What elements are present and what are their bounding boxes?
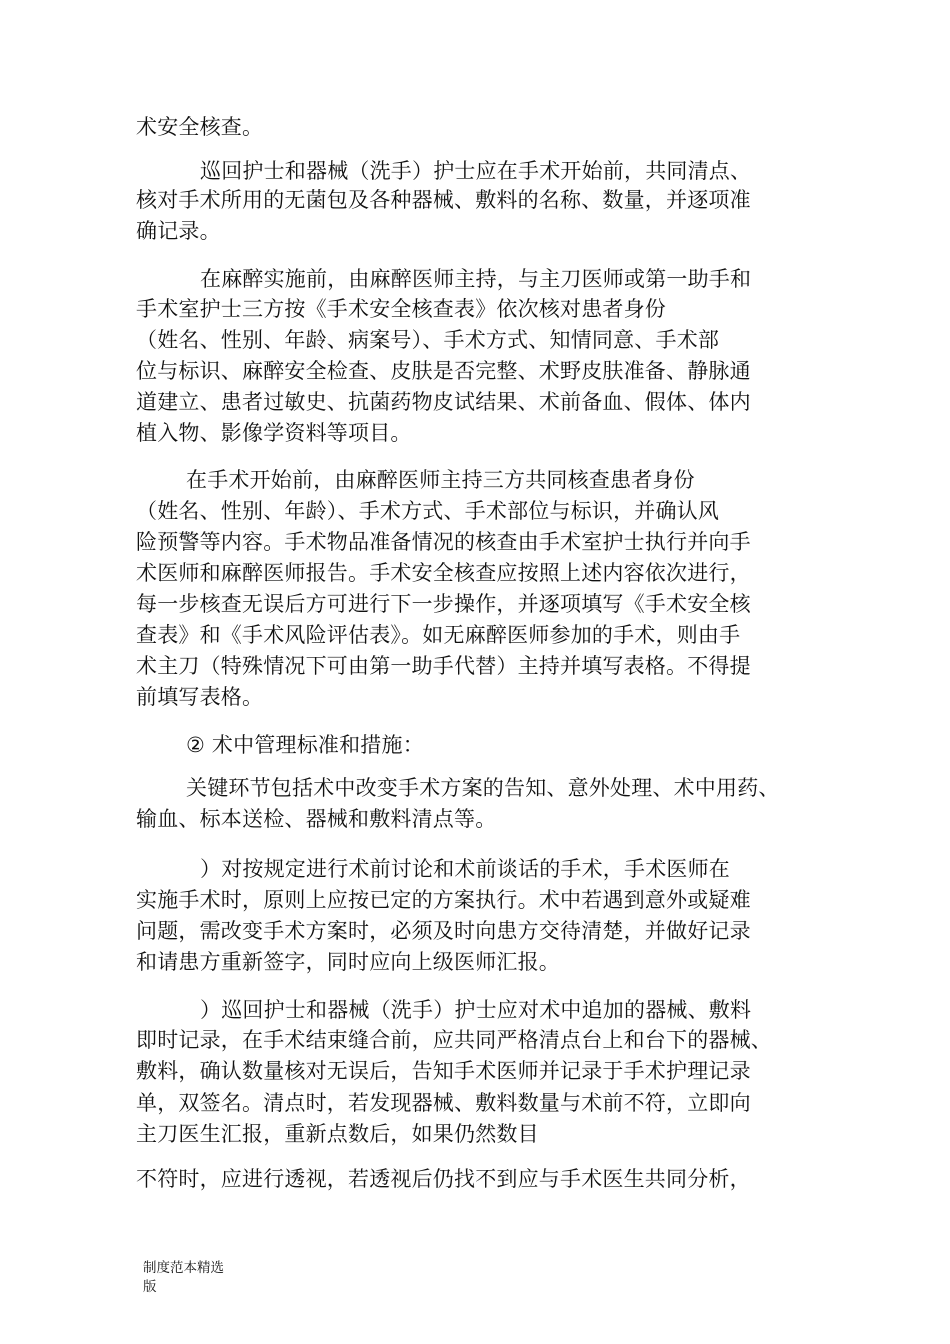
text-line: 术安全核查。 [136,115,264,139]
text-line: 核对手术所用的无菌包及各种器械、敷料的名称、数量，并逐项准 [136,188,751,212]
text-line: 主刀医生汇报，重新点数后，如果仍然数目 [136,1122,539,1146]
text-line: 关键环节包括术中改变手术方案的告知、意外处理、术中用药、 [186,776,780,800]
text-line: 术医师和麻醉医师报告。手术安全核查应按照上述内容依次进行， [136,561,751,585]
text-line: 不符时，应进行透视，若透视后仍找不到应与手术医生共同分析， [136,1167,751,1191]
text-line: 每一步核查无误后方可进行下一步操作，并逐项填写《手术安全核 [136,592,751,616]
text-line: 前填写表格。 [136,685,264,709]
text-line: 单，双签名。清点时，若发现器械、敷料数量与术前不符，立即向 [136,1091,751,1115]
footer-label: 版 [143,1279,157,1295]
text-line: 巡回护士和器械（洗手）护士应在手术开始前，共同清点、 [200,159,752,183]
text-line: ）对按规定进行术前讨论和术前谈话的手术，手术医师在 [200,857,730,881]
text-line: 查表》和《手术风险评估表》。如无麻醉医师参加的手术，则由手 [136,623,741,647]
text-line: 输血、标本送检、器械和敷料清点等。 [136,807,497,831]
text-line: 险预警等内容。手术物品准备情况的核查由手术室护士执行并向手 [136,530,751,554]
text-line: 在手术开始前，由麻醉医师主持三方共同核查患者身份 [186,468,695,492]
footer-label: 制度范本精选 [143,1260,224,1276]
text-line: 道建立、患者过敏史、抗菌药物皮试结果、术前备血、假体、体内 [136,390,751,414]
text-line: （姓名、性别、年龄）、手术方式、手术部位与标识，并确认风 [136,499,720,523]
text-line: 实施手术时，原则上应按已定的方案执行。术中若遇到意外或疑难 [136,888,751,912]
text-line: 敷料，确认数量核对无误后，告知手术医师并记录于手术护理记录 [136,1059,751,1083]
text-line: 位与标识、麻醉安全检查、皮肤是否完整、术野皮肤准备、静脉通 [136,359,751,383]
text-line: 植入物、影像学资料等项目。 [136,421,412,445]
text-line: 问题，需改变手术方案时，必须及时向患方交待清楚，并做好记录 [136,919,751,943]
text-line: 确记录。 [136,219,221,243]
text-line: 和请患方重新签字，同时应向上级医师汇报。 [136,950,560,974]
text-line: 即时记录，在手术结束缝合前，应共同严格清点台上和台下的器械、 [136,1028,772,1052]
text-line: 手术室护士三方按《手术安全核查表》依次核对患者身份 [136,297,666,321]
text-line: 在麻醉实施前，由麻醉医师主持，与主刀医师或第一助手和 [200,267,752,291]
text-line: （姓名、性别、年龄、病案号）、手术方式、知情同意、手术部 [136,328,720,352]
section-heading: ② 术中管理标准和措施： [186,733,424,757]
text-line: 术主刀（特殊情况下可由第一助手代替）主持并填写表格。不得提 [136,654,751,678]
text-line: ）巡回护士和器械（洗手）护士应对术中追加的器械、敷料 [200,998,752,1022]
